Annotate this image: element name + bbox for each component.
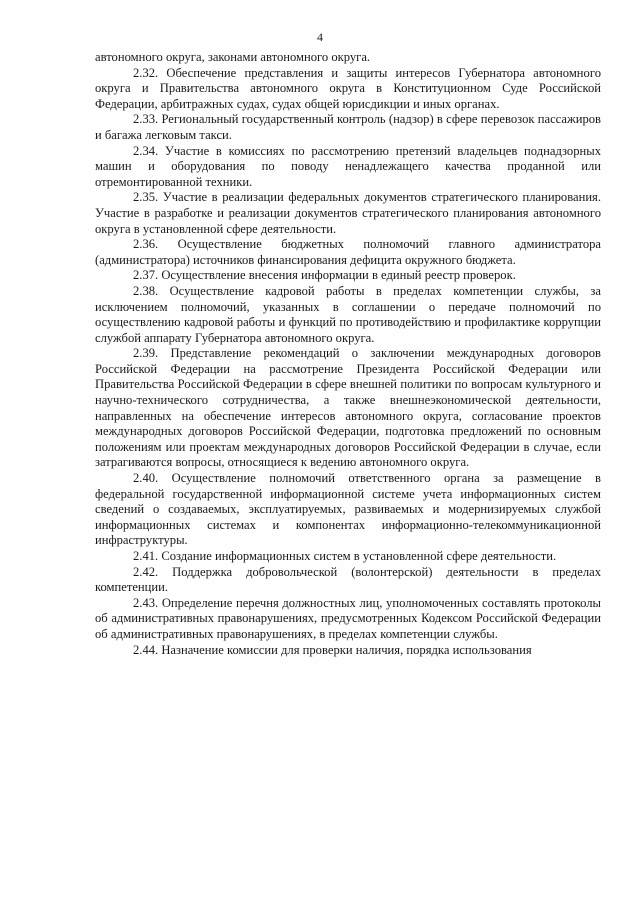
paragraph-2-38: 2.38. Осуществление кадровой работы в пределах компетенции службы, за исключением полномочий, указанных в соглашении о передаче полномочий по осуществлению кадровой работы и функций по противодействию и профилактике коррупции службой аппарату Губернатора автономного округа. <box>95 283 601 345</box>
paragraph-2-42: 2.42. Поддержка добровольческой (волонтерской) деятельности в пределах компетенции. <box>95 564 601 595</box>
paragraph-2-37: 2.37. Осуществление внесения информации в единый реестр проверок. <box>133 268 516 283</box>
page-number: 4 <box>317 30 323 44</box>
paragraph-2-34: 2.34. Участие в комиссиях по рассмотрению претензий владельцев поднадзорных машин и оборудования по поводу ненадлежащего качества проданной или отремонтированной техники. <box>95 143 601 189</box>
paragraph-2-44: 2.44. Назначение комиссии для проверки наличия, порядка использования <box>133 642 532 657</box>
paragraph-continuation: автономного округа, законами автономного округа. <box>95 50 371 64</box>
document-body <box>95 50 601 658</box>
paragraph-2-32: 2.32. Обеспечение представления и защиты интересов Губернатора автономного округа и Правительства автономного округа в Конституционном Суде Российской Федерации, арбитражных судах, судах общей юрисдикции и иных органах. <box>95 65 601 111</box>
paragraph-2-39: 2.39. Представление рекомендаций о заключении международных договоров Российской Федерации на рассмотрение Президента Российской Федерации или Правительства Российской Федерации в сфере внешней политики по вопросам культурного и научно-технического сотрудничества, а также внешнеэкономической деятельности, направленных на обеспечение интересов автономного округа, согласование проектов международных договоров Российской Федерации, подготовка предложений по основным положениям или проектам международных договоров Российской Федерации в случае, если затрагиваются вопросы, относящиеся к ведению автономного округа. <box>95 346 601 470</box>
paragraph-2-36: 2.36. Осуществление бюджетных полномочий главного администратора (администратора) источников финансирования дефицита окружного бюджета. <box>95 237 601 267</box>
paragraph-2-41: 2.41. Создание информационных систем в установленной сфере деятельности. <box>133 549 557 563</box>
paragraph-2-40: 2.40. Осуществление полномочий ответственного органа за размещение в федеральной государственной информационной системе учета информационных систем сведений о создаваемых, эксплуатируемых, развиваемых и модернизируемых службой информационных системах и компонентах информационно-телекоммуникационной инфраструктуры. <box>95 471 601 548</box>
paragraph-2-43: 2.43. Определение перечня должностных лиц, уполномоченных составлять протоколы об административных правонарушениях, предусмотренных Кодексом Российской Федерации об административных правонарушениях, в пределах компетенции службы. <box>95 595 601 641</box>
paragraph-2-35: 2.35. Участие в реализации федеральных документов стратегического планирования. Участие в разработке и реализации документов стратегического планирования автономного округа в установленной сфере деятельности. <box>95 190 601 236</box>
paragraph-2-33: 2.33. Региональный государственный контроль (надзор) в сфере перевозок пассажиров и багажа легковым такси. <box>95 112 601 142</box>
